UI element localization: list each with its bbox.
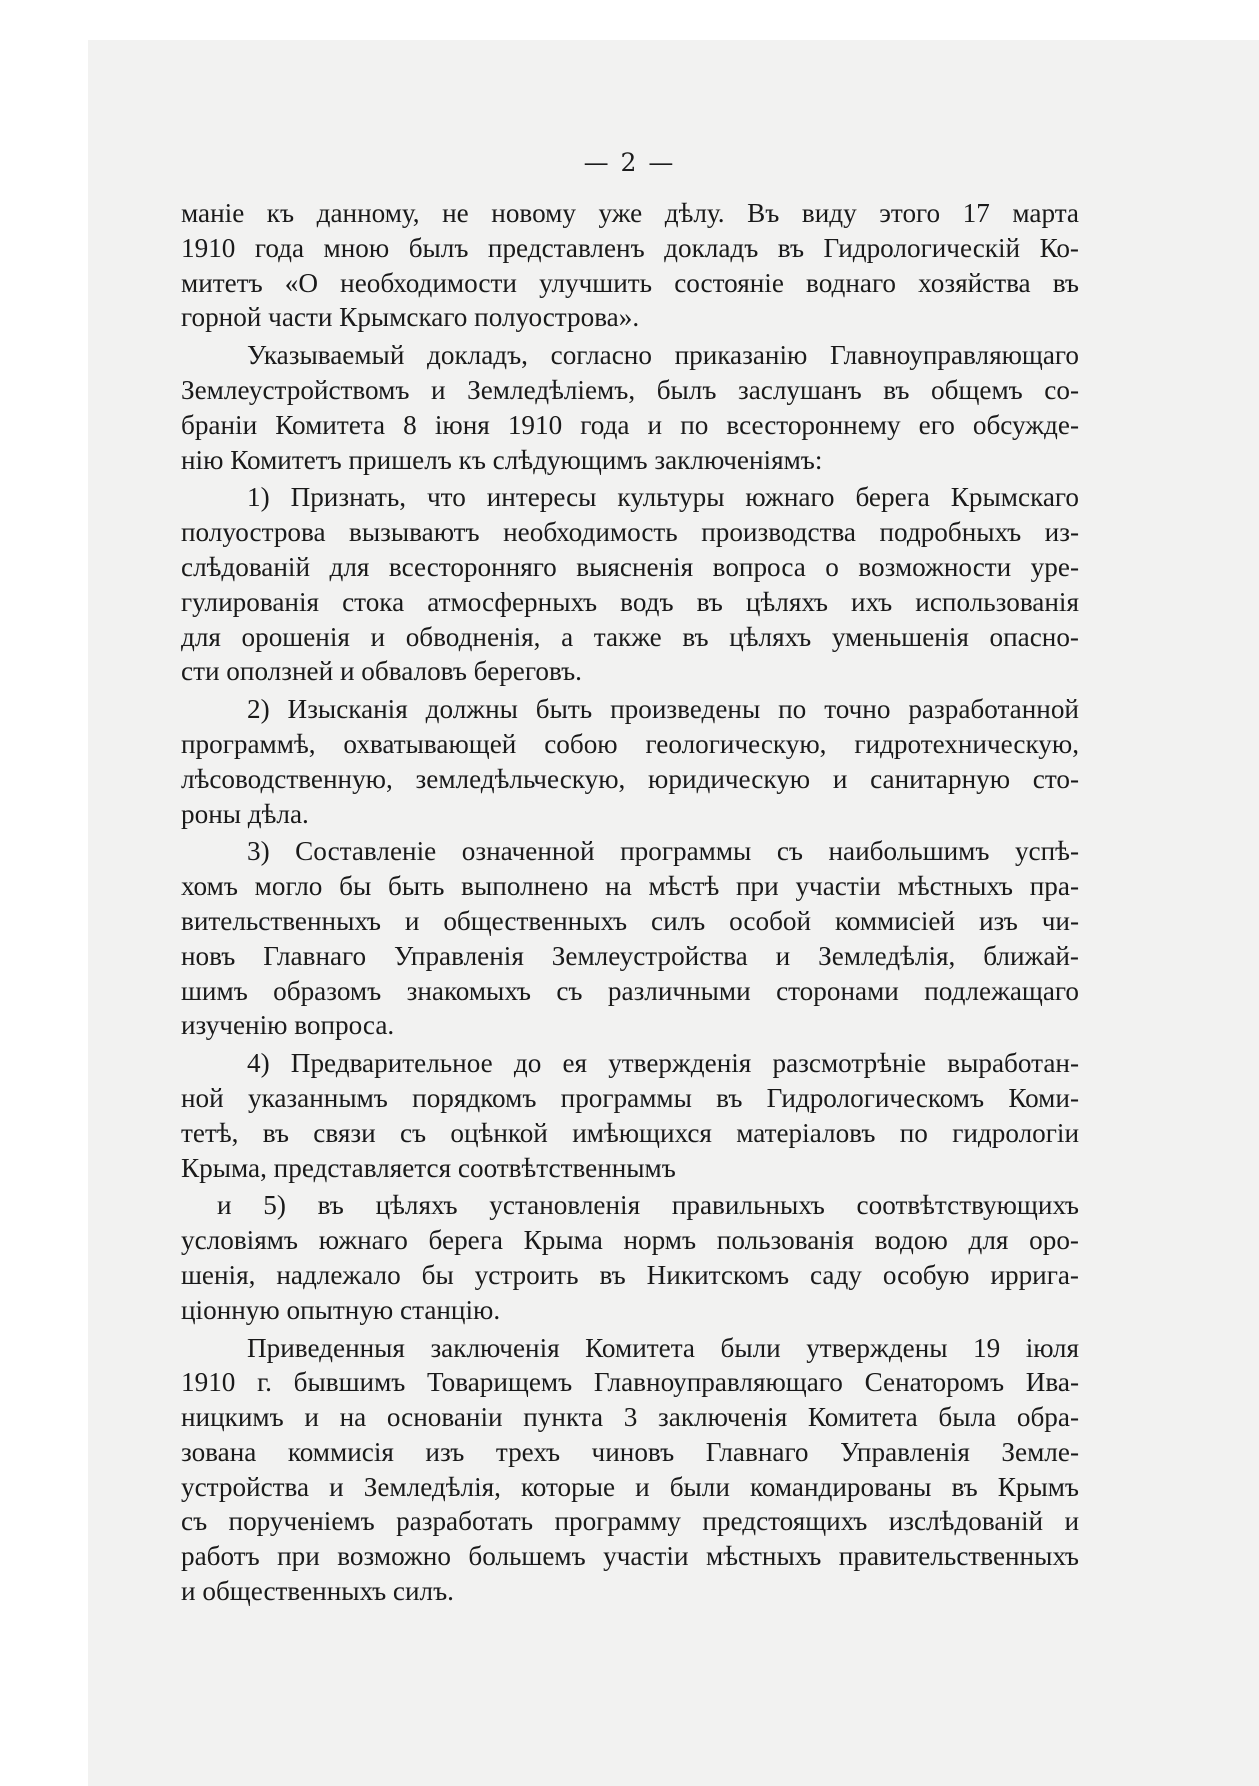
text-line: лѣсоводственную, земледѣльческую, юридическую и санитарную сто- [181,763,1079,794]
paragraph-1 [181,338,1079,477]
text-line: шенія, надлежало бы устроить въ Никитскомъ саду особую ирригa- [181,1259,1079,1290]
text-line: маніе къ данному, не новому уже дѣлу. Въ виду этого 17 марта [181,198,1079,228]
text-line: Землеустройствомъ и Земледѣліемъ, былъ заслушанъ въ общемъ со- [181,374,1079,405]
text-line: ціонную опытную станцію. [181,1294,501,1325]
paragraph-7 [181,1331,1079,1609]
text-line: горной части Крымскаго полуострова». [181,302,640,333]
text-line: Крыма, представляется соотвѣтственнымъ [181,1152,676,1183]
page-number: — 2 — [583,148,676,177]
text-line: условіямъ южнаго берега Крыма нормъ пользованія водою для оро- [181,1225,1079,1256]
text-line: Указываемый докладъ, согласно приказанію Главноуправляющаго [247,340,1079,371]
text-line: 2) Изысканія должны быть произведены по точно разработанной [247,694,1079,725]
text-line: устройства и Земледѣлія, которые и были командированы въ Крымъ [181,1471,1079,1502]
text-line: ницкимъ и на основаніи пункта 3 заключенія Комитета была обра- [181,1402,1079,1433]
document-body [181,196,1079,1612]
text-line: и общественныхъ силъ. [181,1576,454,1607]
text-line: тетѣ, въ связи съ оцѣнкой имѣющихся матеріаловъ по гидрологіи [181,1117,1079,1148]
text-line: слѣдованій для всесторонняго выясненія вопроса о возможности уре- [181,551,1079,582]
text-line: шимъ образомъ знакомыхъ съ различными сторонами подлежащаго [181,975,1079,1006]
paragraph-3 [181,692,1079,831]
paragraph-4 [181,834,1079,1043]
text-line: роны дѣла. [181,798,309,829]
text-line: митетъ «О необходимости улучшить состояніе воднаго хозяйства въ [181,267,1079,298]
text-line: 1) Признать, что интересы культуры южнаго берега Крымскаго [247,482,1079,513]
text-line: 3) Составленіе означенной программы съ наибольшимъ успѣ- [247,836,1079,867]
text-line: нію Комитетъ пришелъ къ слѣдующимъ заключеніямъ: [181,444,823,475]
text-line: зована коммисія изъ трехъ чиновъ Главнаго Управленія Земле- [181,1436,1079,1467]
text-line: 1910 года мною былъ представленъ докладъ въ Гидрологическій Ко- [181,232,1079,263]
text-line: изученію вопроса. [181,1010,395,1041]
text-line: ной указаннымъ порядкомъ программы въ Гидрологическомъ Коми- [181,1082,1079,1113]
text-line: для орошенія и обводненія, а также въ цѣляхъ уменьшенія опасно- [181,621,1079,652]
text-line: Приведенныя заключенія Комитета были утверждены 19 іюля [247,1332,1079,1363]
text-line: 1910 г. бывшимъ Товарищемъ Главноуправляющаго Сенаторомъ Ива- [181,1367,1079,1398]
text-line: и 5) въ цѣляхъ установленія правильныхъ соотвѣтствующихъ [217,1190,1079,1221]
text-line: полуострова вызываютъ необходимость производства подробныхъ из- [181,517,1079,548]
text-line: хомъ могло бы быть выполнено на мѣстѣ при участіи мѣстныхъ пра- [181,871,1079,902]
text-line: работъ при возможно большемъ участіи мѣстныхъ правительственныхъ [181,1541,1079,1572]
text-line: гулированія стока атмосферныхъ водъ въ цѣляхъ ихъ использованія [181,586,1079,617]
text-line: 4) Предварительное до ея утвержденія разсмотрѣніе выработан- [247,1048,1079,1079]
paragraph-6 [181,1188,1079,1327]
text-line: сти оползней и обваловъ береговъ. [181,656,582,687]
text-line: съ порученіемъ разработать программу предстоящихъ изслѣдованій и [181,1506,1079,1537]
paragraph-0 [181,196,1079,335]
paragraph-2 [181,480,1079,689]
text-line: новъ Главнаго Управленія Землеустройства и Земледѣлія, ближай- [181,940,1079,971]
paragraph-5 [181,1046,1079,1185]
text-line: вительственныхъ и общественныхъ силъ особой коммисіей изъ чи- [181,905,1079,936]
text-line: браніи Комитета 8 іюня 1910 года и по всестороннему его обсужде- [181,409,1079,440]
text-line: программѣ, охватывающей собою геологическую, гидротехническую, [181,728,1079,759]
